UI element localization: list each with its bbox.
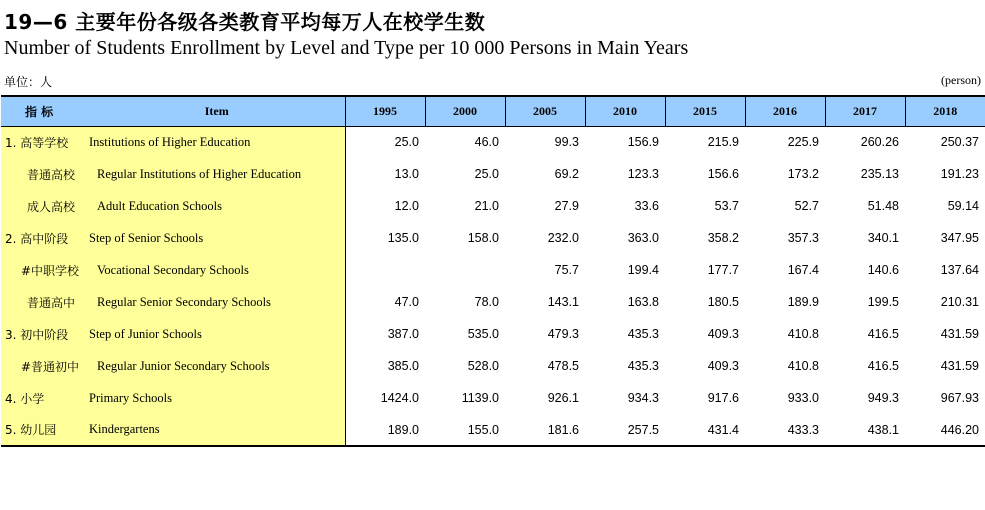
cell-value: 926.1 [547,391,579,405]
cell-value: 137.64 [940,263,979,277]
cell-value: 250.37 [940,135,979,150]
cell-value: 967.93 [940,391,979,405]
cell-value: 363.0 [627,231,659,245]
row-label-en: Vocational Secondary Schools [89,254,345,286]
row-label-cn: #普通初中 [1,350,89,382]
cell-value: 431.4 [665,414,745,446]
row-label-cn: 5. 幼儿园 [1,414,89,446]
cell-value: 189.9 [787,295,819,309]
cell-value: 156.9 [627,135,659,150]
table-row [1,254,985,286]
cell-value: 25.0 [394,135,419,150]
cell-value: 357.3 [787,231,819,245]
table-row [1,318,985,350]
cell-value: 33.6 [634,199,659,213]
cell-value: 199.4 [627,263,659,277]
cell-value: 225.9 [787,135,819,150]
cell-value: 99.3 [554,135,579,150]
cell-value: 69.2 [554,167,579,181]
cell-value: 135.0 [387,231,419,245]
table-row [1,126,985,158]
page-title-cn: 19—6 主要年份各级各类教育平均每万人在校学生数 [4,10,486,34]
cell-value: 12.0 [394,199,419,213]
cell-value: 163.8 [627,295,659,309]
cell-value: 156.6 [707,167,739,181]
cell-value: 949.3 [867,391,899,405]
cell-value: 416.5 [867,359,899,373]
table-row [1,222,985,254]
cell-value: 46.0 [474,135,499,150]
table-row [1,350,985,382]
cell-value: 528.0 [467,359,499,373]
cell-value: 177.7 [707,263,739,277]
cell-value: 191.23 [940,167,979,181]
header-year: 2015 [665,96,745,126]
cell-value: 189.0 [345,414,425,446]
cell-value: 438.1 [825,414,905,446]
row-label-en: Step of Senior Schools [89,222,345,254]
cell-value: 27.9 [554,199,579,213]
unit-label-cn: 单位：人 [4,75,53,89]
table-row [1,190,985,222]
cell-value: 446.20 [905,414,985,446]
cell-value: 47.0 [394,295,419,309]
row-label-cn: #中职学校 [1,254,89,286]
cell-value: 51.48 [867,199,899,213]
cell-value: 260.26 [860,135,899,150]
cell-value: 155.0 [425,414,505,446]
table-row [1,158,985,190]
cell-value: 535.0 [467,327,499,341]
cell-value: 158.0 [467,231,499,245]
cell-value: 478.5 [547,359,579,373]
cell-value: 433.3 [745,414,825,446]
cell-value: 1139.0 [461,391,499,405]
cell-value: 435.3 [627,359,659,373]
cell-value: 167.4 [787,263,819,277]
cell-value: 358.2 [707,231,739,245]
cell-value: 409.3 [707,359,739,373]
table-row [1,286,985,318]
cell-value: 232.0 [547,231,579,245]
header-year: 2017 [825,96,905,126]
unit-label-en: (person) [941,73,981,87]
row-label-en: Institutions of Higher Education [89,126,345,158]
cell-value: 13.0 [394,167,419,181]
cell-value: 21.0 [474,199,499,213]
cell-value: 479.3 [547,327,579,341]
cell-value: 1424.0 [380,391,419,405]
row-label-en: Regular Senior Secondary Schools [89,286,345,318]
row-label-cn: 普通高中 [1,286,89,318]
row-label-en: Regular Institutions of Higher Education [89,158,345,190]
page-title-en: Number of Students Enrollment by Level and Type per 10 000 Persons in Main Years [4,37,689,59]
cell-value: 210.31 [940,295,979,309]
cell-value: 59.14 [947,199,979,213]
row-label-cn: 1. 高等学校 [1,126,89,158]
cell-value [425,254,505,286]
cell-value: 140.6 [867,263,899,277]
enrollment-table [1,95,985,447]
table-row [1,414,985,446]
row-label-cn: 4. 小学 [1,382,89,414]
cell-value: 934.3 [627,391,659,405]
cell-value: 410.8 [787,327,819,341]
cell-value: 215.9 [707,135,739,150]
header-year: 2010 [585,96,665,126]
cell-value [345,254,425,286]
cell-value: 933.0 [787,391,819,405]
cell-value: 416.5 [867,327,899,341]
row-label-cn: 成人高校 [1,190,89,222]
table-header-row [1,96,985,126]
row-label-en: Regular Junior Secondary Schools [89,350,345,382]
cell-value: 347.95 [940,231,979,245]
row-label-en: Step of Junior Schools [89,318,345,350]
cell-value: 409.3 [707,327,739,341]
header-item: Item [89,96,345,126]
cell-value: 431.59 [940,359,979,373]
cell-value: 181.6 [505,414,585,446]
cell-value: 143.1 [547,295,579,309]
cell-value: 235.13 [860,167,899,181]
cell-value: 385.0 [387,359,419,373]
header-indicator: 指 标 [1,96,89,126]
cell-value: 180.5 [707,295,739,309]
cell-value: 410.8 [787,359,819,373]
cell-value: 25.0 [474,167,499,181]
cell-value: 340.1 [867,231,899,245]
row-label-en: Primary Schools [89,382,345,414]
header-year: 1995 [345,96,425,126]
header-year: 2000 [425,96,505,126]
row-label-en: Kindergartens [89,414,345,446]
header-year: 2005 [505,96,585,126]
cell-value: 53.7 [714,199,739,213]
cell-value: 431.59 [940,327,979,341]
cell-value: 387.0 [387,327,419,341]
header-year: 2016 [745,96,825,126]
cell-value: 52.7 [794,199,819,213]
table-row [1,382,985,414]
cell-value: 78.0 [474,295,499,309]
row-label-cn: 3. 初中阶段 [1,318,89,350]
cell-value: 75.7 [554,263,579,277]
cell-value: 435.3 [627,327,659,341]
header-year: 2018 [905,96,985,126]
cell-value: 257.5 [585,414,665,446]
row-label-cn: 2. 高中阶段 [1,222,89,254]
cell-value: 917.6 [707,391,739,405]
cell-value: 199.5 [867,295,899,309]
cell-value: 123.3 [627,167,659,181]
row-label-cn: 普通高校 [1,158,89,190]
row-label-en: Adult Education Schools [89,190,345,222]
cell-value: 173.2 [787,167,819,181]
